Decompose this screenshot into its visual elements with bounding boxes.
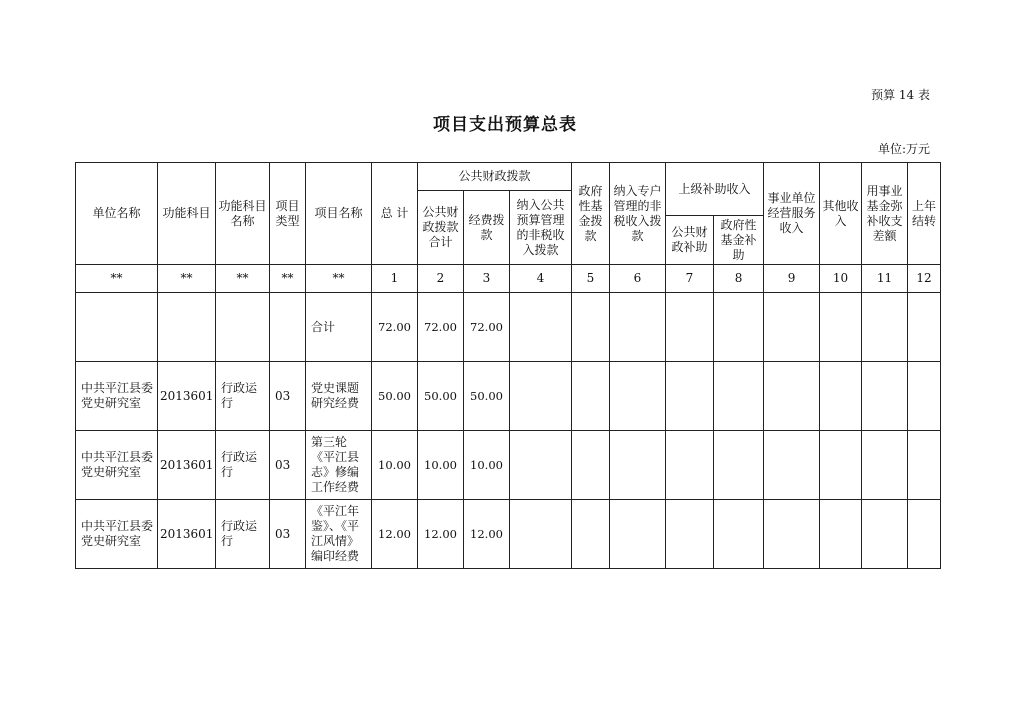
header-gov-fund: 政府性基金拨款 (572, 163, 610, 265)
cell-empty (572, 500, 610, 569)
cell-empty (714, 362, 764, 431)
cell-empty (862, 500, 908, 569)
index-cell: 9 (764, 265, 820, 293)
cell-empty (820, 293, 862, 362)
index-cell: ** (158, 265, 216, 293)
header-func-code: 功能科目 (158, 163, 216, 265)
cell-empty (764, 500, 820, 569)
header-pf-nontax: 纳入公共预算管理的非税收入拨款 (510, 191, 572, 265)
cell-empty (666, 500, 714, 569)
header-project-name: 项目名称 (306, 163, 372, 265)
cell-pf-funds: 50.00 (464, 362, 510, 431)
cell-empty (510, 500, 572, 569)
cell-project: 《平江年鉴》、《平江风情》编印经费 (306, 500, 372, 569)
cell-code: 2013601 (158, 362, 216, 431)
cell-pf-total: 72.00 (418, 293, 464, 362)
cell-empty (610, 293, 666, 362)
index-cell: 6 (610, 265, 666, 293)
cell-empty (820, 362, 862, 431)
cell-func-name: 行政运行 (216, 431, 270, 500)
cell-empty (908, 431, 941, 500)
budget-table (75, 162, 941, 569)
cell-empty (572, 362, 610, 431)
cell-empty (908, 500, 941, 569)
cell-empty (820, 431, 862, 500)
cell-empty (862, 362, 908, 431)
unit-label: 单位:万元 (877, 142, 930, 156)
index-cell: ** (270, 265, 306, 293)
header-total: 总 计 (372, 163, 418, 265)
cell-type (270, 293, 306, 362)
header-upper-subsidy: 上级补助收入 (666, 163, 764, 216)
cell-unit (76, 293, 158, 362)
cell-code: 2013601 (158, 500, 216, 569)
index-cell: 1 (372, 265, 418, 293)
cell-func-name (216, 293, 270, 362)
cell-empty (714, 431, 764, 500)
cell-empty (510, 362, 572, 431)
cell-empty (862, 293, 908, 362)
header-unit-name: 单位名称 (76, 163, 158, 265)
index-cell: 8 (714, 265, 764, 293)
header-func-name: 功能科目名称 (216, 163, 270, 265)
cell-empty (764, 293, 820, 362)
cell-func-name: 行政运行 (216, 362, 270, 431)
index-cell: ** (306, 265, 372, 293)
cell-unit: 中共平江县委党史研究室 (76, 362, 158, 431)
index-cell: 7 (666, 265, 714, 293)
cell-empty (714, 500, 764, 569)
cell-empty (714, 293, 764, 362)
cell-pf-total: 12.00 (418, 500, 464, 569)
header-us-govfund: 政府性基金补助 (714, 216, 764, 265)
cell-empty (666, 362, 714, 431)
cell-empty (510, 431, 572, 500)
cell-unit: 中共平江县委党史研究室 (76, 500, 158, 569)
cell-pf-total: 50.00 (418, 362, 464, 431)
table-row (76, 431, 941, 500)
cell-unit: 中共平江县委党史研究室 (76, 431, 158, 500)
index-cell: 5 (572, 265, 610, 293)
table-row-total (76, 293, 941, 362)
cell-type: 03 (270, 500, 306, 569)
index-cell: 12 (908, 265, 941, 293)
index-cell: 11 (862, 265, 908, 293)
cell-empty (572, 431, 610, 500)
cell-func-name: 行政运行 (216, 500, 270, 569)
cell-empty (764, 362, 820, 431)
cell-project: 合计 (306, 293, 372, 362)
cell-empty (610, 362, 666, 431)
cell-pf-funds: 12.00 (464, 500, 510, 569)
header-us-public: 公共财政补助 (666, 216, 714, 265)
cell-empty (666, 431, 714, 500)
cell-empty (610, 431, 666, 500)
cell-empty (764, 431, 820, 500)
cell-total: 12.00 (372, 500, 418, 569)
cell-empty (666, 293, 714, 362)
index-cell: 4 (510, 265, 572, 293)
header-project-type: 项目类型 (270, 163, 306, 265)
header-special-nontax: 纳入专户管理的非税收入拨款 (610, 163, 666, 265)
header-fund-gap: 用事业基金弥补收支差额 (862, 163, 908, 265)
cell-pf-total: 10.00 (418, 431, 464, 500)
header-last-year: 上年结转 (908, 163, 941, 265)
table-number: 预算 14 表 (871, 88, 930, 102)
table-row (76, 500, 941, 569)
cell-pf-funds: 72.00 (464, 293, 510, 362)
index-cell: 2 (418, 265, 464, 293)
cell-empty (908, 293, 941, 362)
header-public-finance: 公共财政拨款 (418, 163, 572, 191)
cell-empty (610, 500, 666, 569)
index-cell: ** (216, 265, 270, 293)
index-cell: ** (76, 265, 158, 293)
index-row (76, 265, 941, 293)
cell-empty (862, 431, 908, 500)
cell-total: 50.00 (372, 362, 418, 431)
page-title: 项目支出预算总表 (433, 115, 577, 135)
cell-type: 03 (270, 362, 306, 431)
index-cell: 3 (464, 265, 510, 293)
table-row (76, 362, 941, 431)
header-other-income: 其他收入 (820, 163, 862, 265)
cell-total: 10.00 (372, 431, 418, 500)
index-cell: 10 (820, 265, 862, 293)
cell-empty (908, 362, 941, 431)
cell-empty (572, 293, 610, 362)
cell-total: 72.00 (372, 293, 418, 362)
cell-empty (510, 293, 572, 362)
cell-type: 03 (270, 431, 306, 500)
cell-project: 党史课题研究经费 (306, 362, 372, 431)
cell-code: 2013601 (158, 431, 216, 500)
header-pf-funds: 经费拨款 (464, 191, 510, 265)
cell-pf-funds: 10.00 (464, 431, 510, 500)
header-pf-total: 公共财政拨款合计 (418, 191, 464, 265)
header-biz-service: 事业单位经营服务收入 (764, 163, 820, 265)
cell-empty (820, 500, 862, 569)
cell-project: 第三轮《平江县志》修编工作经费 (306, 431, 372, 500)
cell-code (158, 293, 216, 362)
